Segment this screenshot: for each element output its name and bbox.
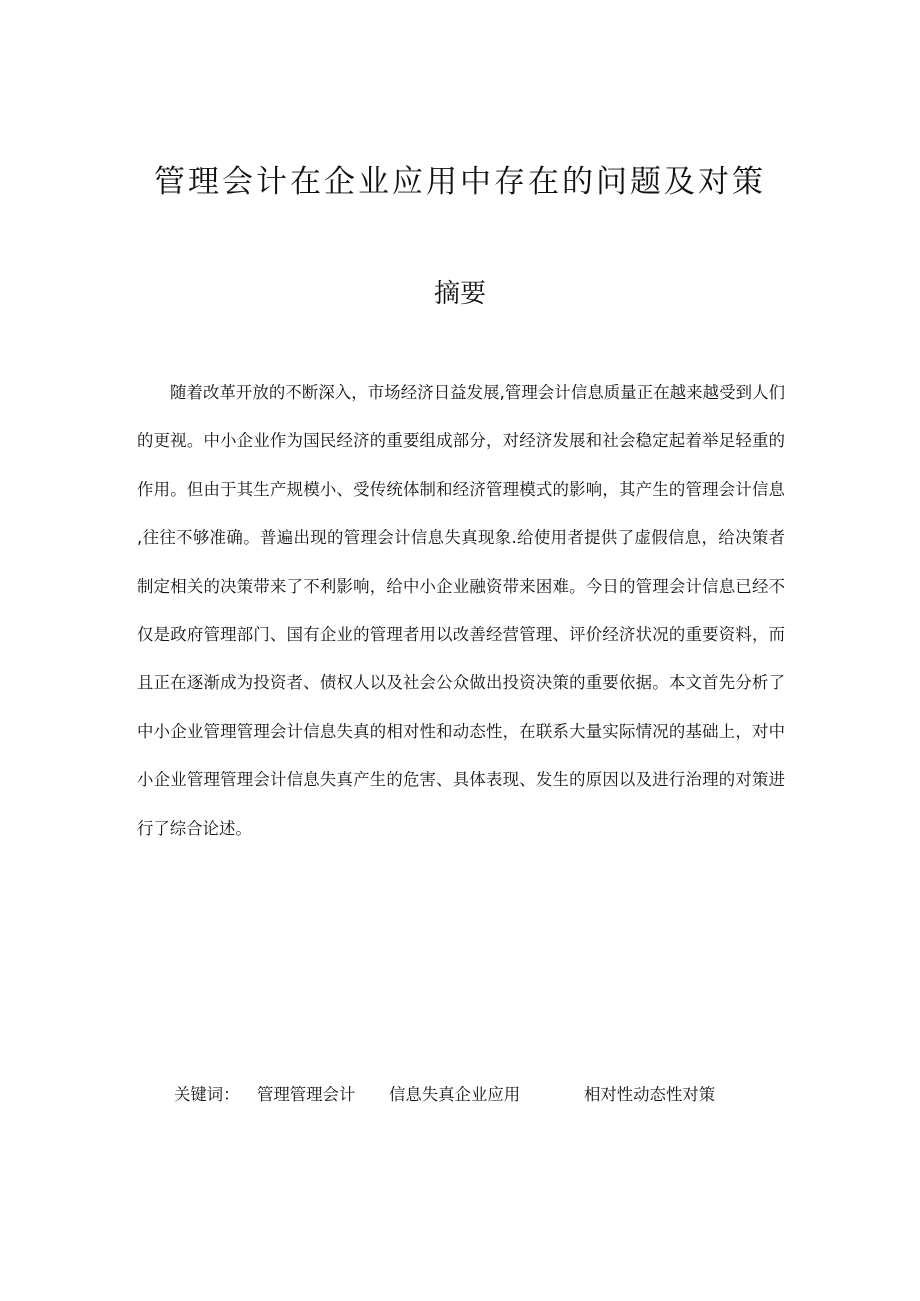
keywords-label: 关键词： (174, 1085, 240, 1104)
keyword-item: 信息失真企业应用 (389, 1085, 521, 1104)
abstract-paragraph: 随着改革开放的不断深入，市场经济日益发展,管理会计信息质量正在越来越受到人们的更视。中小企业作为国民经济的重要组成部分，对经济发展和社会稳定起着举足轻重的作用。但由于其生产规模小、受传统体制和经济管理模式的影响，其产生的管理会计信息 ,往往不够准确。普遍出现的管理会计信息失真现象.给使用者提供了虚假信息，给决策者制定相关的决策带来了不利影响，给中小企业融资带来困难。今日的管理会计信息已经不仅是政府管理部门、国有企业的管理者用以改善经营管理、评价经济状况的重要资料，而且正在逐渐成为投资者、债权人以及社会公众做出投资决策的重要依据。本文首先分析了中小企业管理管理会计信息失真的相对性和动态性，在联系大量实际情况的基础上，对中小企业管理管理会计信息失真产生的危害、具体表现、发生的原因以及进行治理的对策进行了综合论述。 (137, 383, 785, 838)
abstract-heading: 摘要 (433, 279, 486, 309)
keywords-line (0, 1080, 920, 1110)
keyword-item: 相对性动态性对策 (584, 1085, 716, 1104)
document-title: 管理会计在企业应用中存在的问题及对策 (154, 164, 766, 200)
keyword-item: 管理管理会计 (257, 1085, 356, 1104)
